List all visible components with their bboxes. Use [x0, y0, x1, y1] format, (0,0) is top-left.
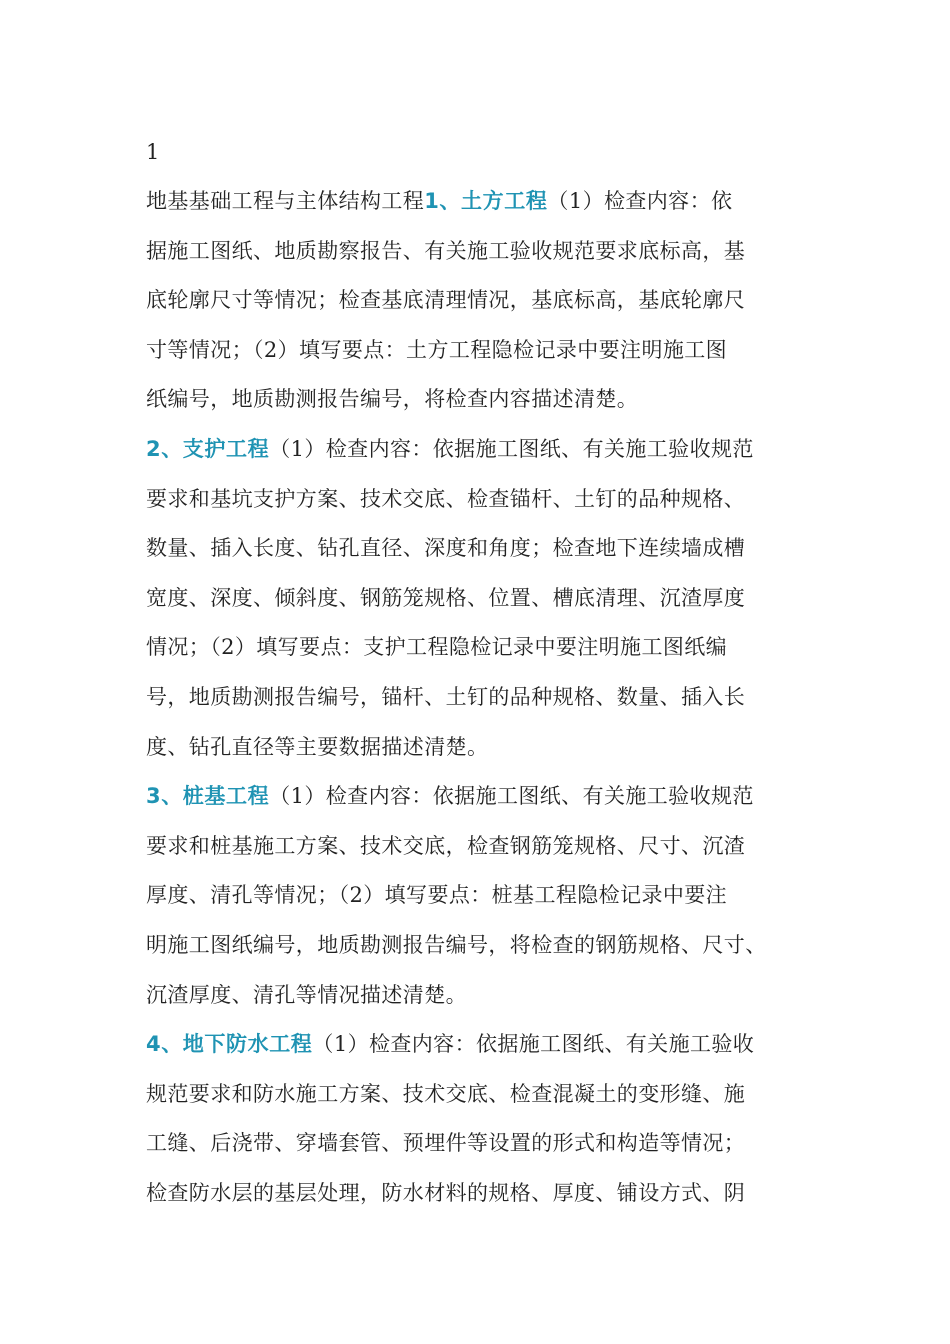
text-line	[146, 1079, 745, 1109]
body-text-segment: （1）检查内容：依据施工图纸、有关施工验收规范	[269, 784, 754, 808]
body-text-segment: （1）检查内容：依据施工图纸、有关施工验收	[312, 1032, 755, 1056]
section-heading: 3、桩基工程	[146, 784, 270, 808]
body-text-segment: 寸等情况；（2）填写要点：土方工程隐检记录中要注明施工图	[146, 338, 728, 362]
text-line	[146, 1128, 745, 1158]
page-number: 1	[146, 140, 160, 164]
body-text-segment: 工缝、后浇带、穿墙套管、预埋件等设置的形式和构造等情况；	[146, 1131, 746, 1155]
text-line	[146, 930, 767, 960]
text-line	[146, 484, 745, 514]
body-text-segment: 数量、插入长度、钻孔直径、深度和角度；检查地下连续墙成槽	[146, 536, 746, 560]
body-text-segment: 地基基础工程与主体结构工程	[146, 189, 425, 213]
text-line	[146, 980, 467, 1010]
text-line	[146, 285, 745, 315]
body-text-segment: （1）检查内容：依据施工图纸、有关施工验收规范	[269, 437, 754, 461]
text-line	[146, 236, 745, 266]
body-text-segment: 要求和桩基施工方案、技术交底，检查钢筋笼规格、尺寸、沉渣	[146, 834, 746, 858]
body-text-segment: 底轮廓尺寸等情况；检查基底清理情况，基底标高，基底轮廓尺	[146, 288, 746, 312]
body-text-segment: 厚度、清孔等情况；（2）填写要点：桩基工程隐检记录中要注	[146, 883, 728, 907]
text-line	[146, 384, 638, 414]
text-line	[146, 732, 488, 762]
body-text-segment: 据施工图纸、地质勘察报告、有关施工验收规范要求底标高，基	[146, 239, 746, 263]
text-line	[146, 1178, 745, 1208]
body-text-segment: 情况；（2）填写要点：支护工程隐检记录中要注明施工图纸编	[146, 635, 728, 659]
body-text-segment: 纸编号，地质勘测报告编号，将检查内容描述清楚。	[146, 387, 639, 411]
text-line	[146, 583, 745, 613]
section-heading: 2、支护工程	[146, 437, 270, 461]
text-line	[146, 831, 745, 861]
body-text-segment: 明施工图纸编号，地质勘测报告编号，将检查的钢筋规格、尺寸、	[146, 933, 767, 957]
text-line	[146, 632, 727, 662]
text-line	[146, 880, 727, 910]
body-text-segment: 沉渣厚度、清孔等情况描述清楚。	[146, 983, 467, 1007]
body-text-segment: 要求和基坑支护方案、技术交底、检查锚杆、土钉的品种规格、	[146, 487, 746, 511]
text-line	[146, 335, 727, 365]
text-line	[146, 682, 745, 712]
text-line	[146, 533, 745, 563]
text-line	[146, 1029, 754, 1059]
body-text-segment: 检查防水层的基层处理，防水材料的规格、厚度、铺设方式、阴	[146, 1181, 746, 1205]
section-heading: 1、土方工程	[424, 189, 548, 213]
body-text-segment: 度、钻孔直径等主要数据描述清楚。	[146, 735, 489, 759]
text-line	[146, 781, 754, 811]
text-line	[146, 434, 754, 464]
section-heading: 4、地下防水工程	[146, 1032, 313, 1056]
text-line	[146, 186, 732, 216]
body-text-segment: （1）检查内容：依	[547, 189, 733, 213]
body-text-segment: 号，地质勘测报告编号，锚杆、土钉的品种规格、数量、插入长	[146, 685, 746, 709]
body-text-segment: 宽度、深度、倾斜度、钢筋笼规格、位置、槽底清理、沉渣厚度	[146, 586, 746, 610]
body-text-segment: 规范要求和防水施工方案、技术交底、检查混凝土的变形缝、施	[146, 1082, 746, 1106]
